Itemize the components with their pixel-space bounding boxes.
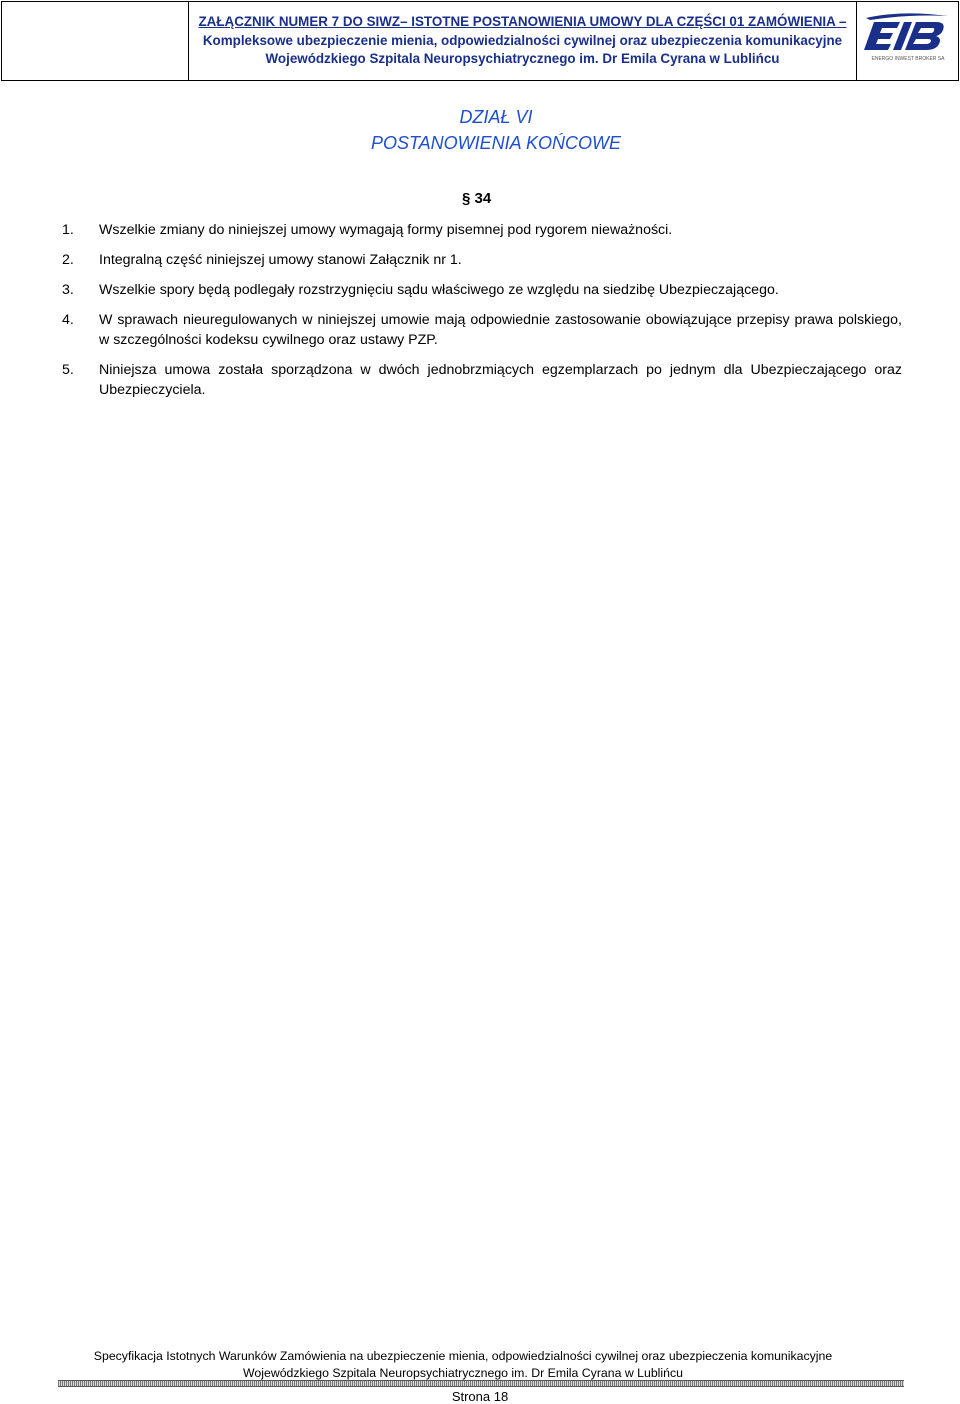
item-number: 2. xyxy=(62,252,74,268)
footer-line-1: Specyfikacja Istotnych Warunków Zamówienia na ubezpieczenie mienia, odpowiedzialności cywilnej oraz ubezpieczenia komunikacyjne xyxy=(93,1349,833,1363)
list-item xyxy=(62,220,902,240)
item-number: 4. xyxy=(62,312,74,328)
list-item xyxy=(62,250,902,270)
item-text: Niniejsza umowa została sporządzona w dwóch jednobrzmiących egzemplarzach po jednym dla Ubezpieczającego oraz Ubezpieczyciela. xyxy=(99,362,902,398)
chapter-number: DZIAŁ VI xyxy=(459,107,533,127)
list-item xyxy=(62,360,902,400)
item-number: 5. xyxy=(62,362,74,378)
chapter-title xyxy=(0,104,960,156)
section-number: § 34 xyxy=(462,190,492,207)
page-footer xyxy=(0,1348,926,1382)
list-item xyxy=(62,310,902,350)
item-number: 1. xyxy=(62,222,74,238)
footer-divider xyxy=(58,1380,904,1387)
item-text: Wszelkie zmiany do niniejszej umowy wymagają formy pisemnej pod rygorem nieważności. xyxy=(99,222,673,238)
header-line-2: Kompleksowe ubezpieczenie mienia, odpowiedzialności cywilnej oraz ubezpieczenia komunikacyjne xyxy=(202,32,843,48)
header-title-block xyxy=(189,2,857,80)
item-text: Integralną część niniejszej umowy stanowi Załącznik nr 1. xyxy=(99,252,462,268)
chapter-name: POSTANOWIENIA KOŃCOWE xyxy=(370,133,621,153)
item-text: W sprawach nieuregulowanych w niniejszej umowie mają odpowiednie zastosowanie obowiązujące przepisy prawa polskiego, w szczególności kodeksu cywilnego oraz ustawy PZP. xyxy=(99,312,902,348)
page-header xyxy=(1,1,959,81)
page-number: Strona 18 xyxy=(451,1389,509,1404)
list-item xyxy=(62,280,902,300)
logo-subtitle: ENERGO INWEST BROKER SA xyxy=(871,56,945,62)
header-line-1: ZAŁĄCZNIK NUMER 7 DO SIWZ– ISTOTNE POSTANOWIENIA UMOWY DLA CZĘŚCI 01 ZAMÓWIENIA – xyxy=(198,14,847,30)
item-number: 3. xyxy=(62,282,74,298)
provisions-list xyxy=(62,220,902,410)
header-left-cell xyxy=(2,2,189,80)
eib-logo xyxy=(860,6,956,76)
item-text: Wszelkie spory będą podlegały rozstrzygnięciu sądu właściwego ze względu na siedzibę Ubezpieczającego. xyxy=(99,282,779,298)
header-line-3: Wojewódzkiego Szpitala Neuropsychiatrycznego im. Dr Emila Cyrana w Lublińcu xyxy=(265,51,780,67)
footer-line-2: Wojewódzkiego Szpitala Neuropsychiatrycznego im. Dr Emila Cyrana w Lublińcu xyxy=(243,1366,683,1380)
